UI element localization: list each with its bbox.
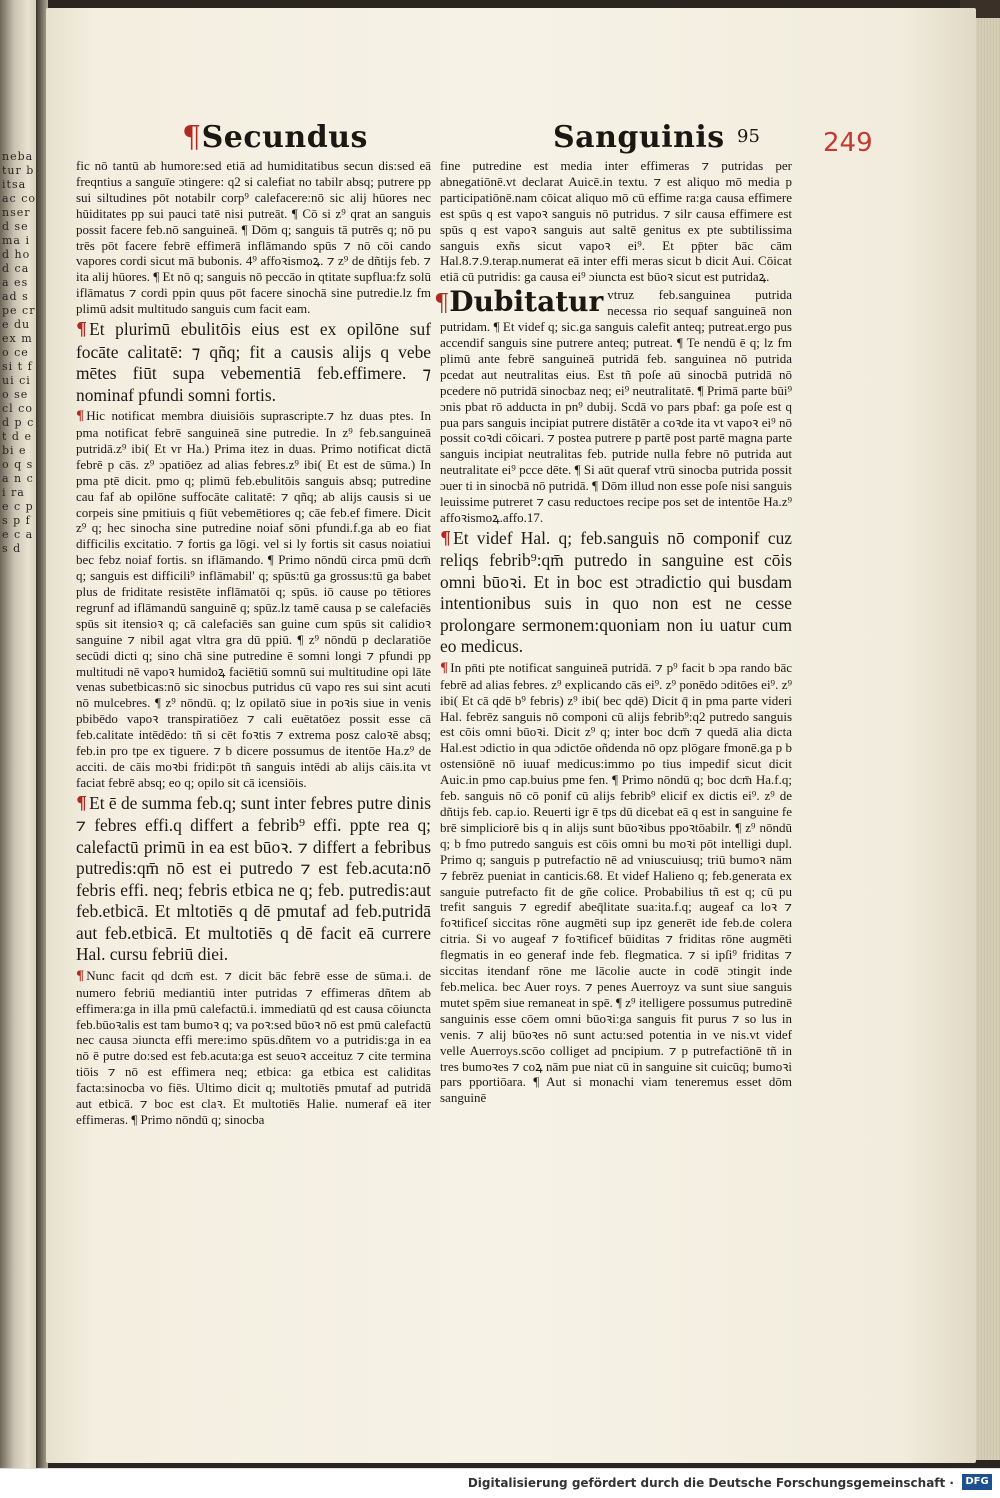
funding-credit: Digitalisierung gefördert durch die Deutsche Forschungsgemeinschaft · (467, 1476, 954, 1490)
paragraph-text: Et videf Hal. q; feb.sanguis nō componif cuz reliqs febrib⁹:qm̄ putredo in sanguine est cōis omni būoꝛi. Et in boc est ɔtradictio qui busdam intentionibus suis in quo non est ne cesse prolongare sermonem:quoniam non iu uatur cum eo medicus. (440, 527, 792, 657)
paragraph-mark-icon: ¶ (182, 120, 202, 155)
dubitatur-heading (434, 287, 603, 318)
paragraph-text: Nunc facit qd dcm̄ est. ⁊ dicit bāc febrē esse de sūma.i. de numero febriū mediantiū inter putridas ⁊ effimeras dñtem ab effimera:ga in illa pmū calefactū.i. immediatū qd est causa cōiuncta feb.būoꝛalis est tam bumoꝛ q; va poꝛ:sed būoꝛ nō est pmū calefactū nec causa ɔiuncta effi mere:imo spūs.dñtem vo a putridis:ga in ea nō ē putre do:sed est feb.acuta:ga est seuoꝛ acceituz ⁊ cite termina tiōis ⁊ nō est effimera neq; etbica: ga etbica est caliditas facta:sinocba vo fiēs. Ultimo dicit q; multotiēs pmutaf ad putridā aut etbicā. ⁊ boc est claꝛ. Et multotiēs Halie. numeraf eā iter effimeras. ¶ Primo nōndū q; sinocba (76, 967, 431, 1127)
paragraph-text: Et plurimū ebulitōis eius est ex opilōne suf focāte calitatē: ⁊ qñq; fit a causis alijs q vebe mētes fiūt supa vebementiā feb.effimere. ⁊ nominaf pfundi somni fortis. (76, 319, 431, 405)
paragraph-text: fine putredine est media inter effimeras ⁊ putridas per abnegatiōnē.vt declarat Auicē.in textu. ⁊ est aliquo mō media p participatiōnē.nam cōicat aliquo mō cū effime ra:ga causa effimere est spūs q est vapoꝛ sanguis nō putridus. ⁊ silr causa effimere est spūs q est vapoꝛ sanguis aut saltē genitus ex pte subtilissima sanguis exñs sicut vapoꝛ ei⁹. Et pp̄ter bāc cām Hal.8.⁊.9.terap.numerat eā inter effi meras sicut b dicit Aui. Cōicat etiā cū putridis: ga causa ei⁹ ɔiuncta est būoꝛ sicut est putridaꝝ. (440, 158, 792, 285)
facing-page-text: nebatur bitsa ac conser d se ma i d ho d ca a es ad spe cre du ex m o ce si t f ui ci o se cl co d p ct d e bi e o q s a n ci ra e c p s p fe c a s d (2, 150, 36, 555)
running-head-left (182, 120, 368, 155)
paragraph (434, 285, 792, 526)
paragraph-mark-icon: ¶ (76, 968, 85, 984)
paragraph (440, 660, 792, 1106)
dubitatur-word: Dubitatur (449, 285, 604, 319)
paragraph (76, 793, 431, 966)
paragraph-mark-icon: ¶ (76, 320, 88, 341)
paragraph-text: Et ē de summa feb.q; sunt inter febres putre dinis ⁊ febres effi.q differt a febrib⁹ effi. ppte rea q; calefactū primū in ea est būoꝛ. ⁊ differt a febribus putredis:qm̄ nō est ei putredo ⁊ est feb.acuta:nō febris effi. neq; febris etbica ne q; feb. putredis:aut feb.etbicā. Et mltotiēs q dē pmutaf ad feb.putridā aut feb.etbicā. Et multotiēs q dē facit eā currere Hal. cursu febriū diei. (76, 792, 432, 965)
paragraph-text: fic nō tantū ab humore:sed etiā ad humiditatibus secun dis:sed eā freqntius a sanguīe ɔtingere: q2 si calefiat no tabilr absq; putrere pp sui siltudines pōt notabilr corp⁹ calefacere:nō sic alij hūores nec hūiditates pp sui pauci tatē nisi putreāt. ¶ Cō si z⁹ qrat an sanguis possit facere feb.nō sanguineā. ¶ Dōm q; sanguis tā putrēs q; nō pu trēs pōt facere febrē effimerā inflāmando spūs ⁊ nō cōi cando vapores cordi sicut mā bubonis. 4⁹ affoꝛismoꝝ. ⁊ z⁹ de dñtijs feb. ⁊ ita alij hūores. ¶ Et nō q; sanguis nō peccāo in qtitate supflua:fz solū iflāmatus ⁊ cordi ppin quus pōt facere sinochā sine putredie.lz fm plimū adsit multitudo sanguis cum facit eam. (76, 158, 431, 317)
paragraph-text: In pn̄ti pte notificat sanguineā putridā. ⁊ p⁹ facit b ɔpa rando bāc febrē ad alias febres. z⁹ explicando cās ei⁹. z⁹ ponēdo ɔditōes ei⁹. z⁹ ibi( Et cā qdē b⁹ febris) z⁹ ibi( bec qdē) Dicit q̄ in pma parte videri Hal. febrēz sanguis nō componi cū alijs febrib⁹:q2 putredo sanguis est cōis omni būoꝛi. Dicit z⁹ q; inter boc dcm̄ ⁊ quedā alia dicta Hal.est ɔdictio in qua ɔdictōe oñdenda nō opz plōgare fmonē.ga p b ostensiōnē nō iuuaf medicus:immo po tius impedif sicut dicit Auic.in pmo cap.buius pme fen. ¶ Primo nōndū q; boc dcm̄ Ha.f.q; feb. sanguis nō cō ponif cū alijs febrib⁹ elicif ex dictis ei⁹. z⁹ de dñtijs feb. cap.io. Reuerti igr ē tps dū dicebat eā q est in sanguine fe brē simpliciorē bis q in alijs sunt būoꝛibus ppoꝛtōabilr. ¶ z⁹ nōndū q; b fmo putredo sanguis est cōis omni bu moꝛi pōt intelligi dupl. Primo q; sanguis p putrefactio nē ad vniuscuiusq; triū bumoꝛ nām ⁊ febrēz pueniat in canticis.68. Et videf Halieno q; feb.generata ex sanguie putrefacto fit de gñe colice. Probabilius tñ est q; cū pu trefit sanguis ⁊ egredif abeq̄litate sua:ita.f.q; augeaf ca loꝛ ⁊ foꝛtificeſ siccitas rōne augmēti sup ipz generēt ide feb.de colera citria. Si vo augeaf ⁊ foꝛtificef būiditas ⁊ friditas rōne augmēti flegmatis in eo generaf inde feb. flegmatica. ⁊ si ipſi⁹ friditas ⁊ siccitas itendanf rōne me lācolie aucte in codē ɔtingit inde feb.melica. bec Auer roys. ⁊ penes Auerroyz va sunt siue sanguis mutet spēm siue remaneat in spē. ¶ z⁹ itelligere possumus putredinē sanguinis esse cōem omni būoꝛi:ga sanguis fit purus ⁊ so lus in venis. ⁊ alij būoꝛes nō sunt actu:sed potentia in ve nis.vt videf velle Auerroys.scōo colliget ad pncipium. ⁊ p putrefactiōnē tñ in tres bumoꝛes ⁊ coꝝ nām pue niat cū in sanguine sit cuicūq; bumoꝛi pars pportiōara. ¶ Aut si monachi viam teneremus esset dōm sanguinē (440, 659, 792, 1106)
text-column-right (434, 158, 792, 1108)
handwritten-folio-number: 249 (823, 128, 873, 158)
folio-number: 95 (737, 126, 760, 147)
paragraph (76, 968, 431, 1128)
paragraph-text: Hic notificat membra diuisiōis suprascripte.⁊ hz duas ptes. In pma notificat febrē sanguineā sine putredie. In z⁹ feb.sanguineā putridā.z⁹ ibi( Et vr Ha.) Prima itez in duas. Primo notificat dictā febrē p cās. z⁹ ɔpatiōez ad alias febres.z⁹ ibi( Et est de sūma.) In pma ptē dicit. pmo q; plimū feb.ebulitōis sanguis absq; putredine cau faf ab opilōne suffocāte calitatē: ⁊ qñq; ab alijs causis si ue corpeis sine pmitiuis q fiūt vebemētiores q; cāe feb.ef fimere. Dicit z⁹ q; hec sinocha sine putredine noiaf sōni pfundi.f.ga ab eo fiat difficilis excitatio. ⁊ fortis ga lōgi. vel si ly fortis sit casus noiatiui bec febz noiaf fortis. sn iflāmando. ¶ Primo nōndū circa pmū dcm̄ q; sanguis est difficili⁹ inflāmabil' q; spūs:tū ga grossus:tū ga babet plus de friditate resistēte inflāmatōi q; spūs. iō cause po tētiores regrunf ad iflāmandū sanguinē q; spūz.lz tamē causa p se calefaciēs spūs sit itensioꝛ q; cā calefaciēs san guine cum spūs sit calidioꝛ sanguine ⁊ nibil agat vltra gra dū ppiū. ¶ z⁹ nōndū p declaratiōe secūdi dicti q; sino chā sine putredine ē somni longi ⁊ pfundi pp multitudi nē vapoꝛ humidoꝝ faciētiū somnū sui multitudine opi lāte venas subetbicas:nō sic sinocbus putridus cū vapo res sui sint acuti nō mulcebres. ¶ z⁹ nōndū. q; lz opilatō siue in poꝛis siue in venis pbibēdo vapoꝛ transpiratiōez ⁊ cali euētatōez possit esse cā feb.calitate intēdēdo: tñ si cēt foꝛtis ⁊ extrema posz caloꝛē absq; feb.in pro tpe ex tiguere. ⁊ b dicere possumus de itentōe Ha.z⁹ de acciti. de cāis moꝛbi fridi:pōt tñ sanguis intēdi ab alijs cāis.ita vt faciat febrē absq; eo q; opilo sit cā icensiōis. (76, 408, 431, 790)
dfg-logo: DFG (962, 1474, 992, 1490)
paragraph (76, 408, 431, 791)
facing-page-edge (0, 0, 40, 1468)
footer-bar (0, 1468, 1000, 1498)
paragraph (440, 528, 792, 658)
paragraph-text: vtruz feb.sanguinea putrida necessa rio sequaf sanguineā non putridam. ¶ Et videf q; sic.ga sanguis calefit anteq; putreat.ergo pus accendif sanguis sine putrere anteq; putreat. ¶ Te nendū ē q; lz fm plimū ante febrē sanguineā putridā feb. sanguinea nō putrida pcedat aut neutralitas eius. Est tñ poſe aū sinocbā putridā nō pcedere nō putridā sinocbaz neq; ei⁹ neutralitatē. ¶ Primā parte būi⁹ ɔnis pbat rō adducta in pn⁹ dubij. Scdā vo pars pbaf: ga poſe est q pua pars sanguis incipiat putrere distātēr a coꝛde ita vt vapoꝛ ei⁹ nō possit coꝛdi cōicari. ⁊ postea putrere p partē post partē magna parte sanguis incipiat neutralitas feb. putride nulla febre nō putrida aut neutralitate ei⁹ pcce dēte. ¶ Si aūt queraf vtrū sinocba putrida possit ɔuer ti in sinocbā nō putridā. ¶ Dōm illud non esse poſe nisi sanguis leuissime putreret ⁊ casu reductoes recipe pos set de intentōe Ha.z⁹ affoꝛismoꝝ.affo.17. (440, 287, 792, 525)
paragraph-mark-icon: ¶ (440, 660, 449, 676)
paragraph (440, 158, 792, 285)
running-head-left-text: Secundus (201, 120, 368, 155)
text-column-left (76, 158, 431, 1130)
paragraph-mark-icon: ¶ (76, 793, 88, 814)
running-head-right: Sanguinis (553, 120, 725, 155)
paragraph-mark-icon: ¶ (440, 528, 452, 549)
paragraph (76, 158, 431, 317)
paragraph-mark-icon: ¶ (76, 409, 85, 425)
paragraph-mark-icon: ¶ (434, 289, 450, 318)
paragraph (76, 319, 431, 406)
